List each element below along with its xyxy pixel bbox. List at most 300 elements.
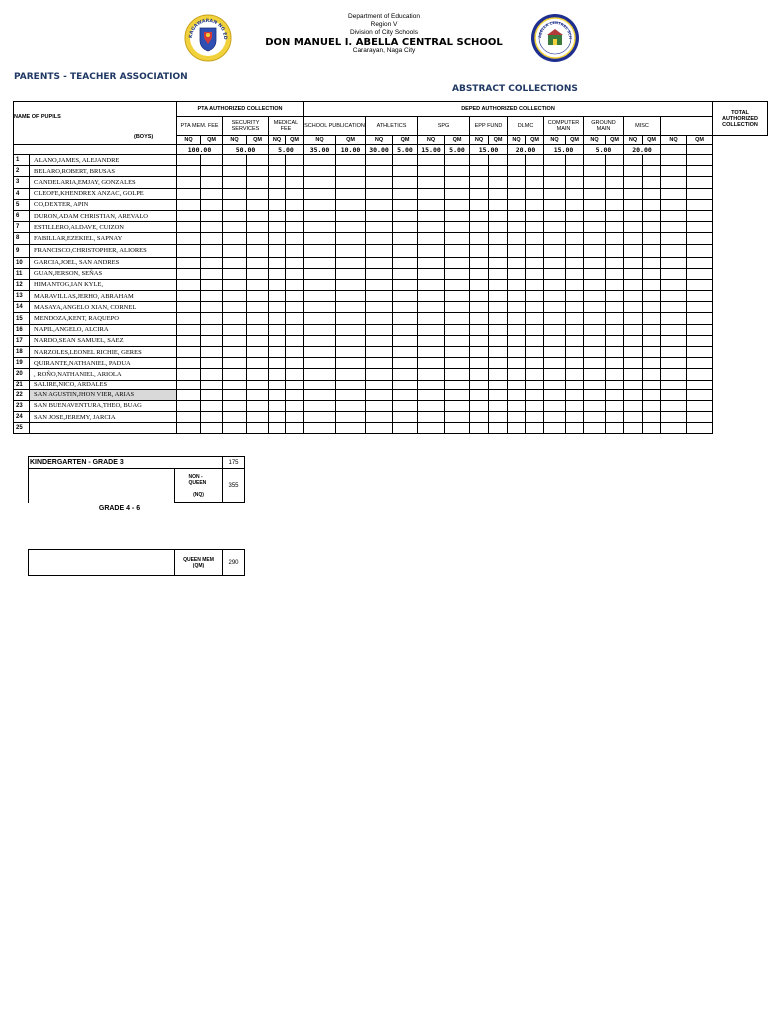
entry-cell[interactable] [508, 324, 526, 335]
entry-cell[interactable] [624, 400, 643, 411]
entry-cell[interactable] [687, 313, 713, 324]
entry-cell[interactable] [687, 291, 713, 302]
entry-cell[interactable] [643, 268, 661, 279]
entry-cell[interactable] [526, 257, 544, 268]
entry-cell[interactable] [606, 199, 624, 210]
entry-cell[interactable] [470, 389, 489, 400]
entry-cell[interactable] [687, 166, 713, 177]
entry-cell[interactable] [269, 380, 286, 389]
entry-cell[interactable] [418, 188, 445, 199]
entry-cell[interactable] [286, 291, 304, 302]
entry-cell[interactable] [606, 210, 624, 221]
entry-cell[interactable] [393, 188, 418, 199]
entry-cell[interactable] [544, 423, 566, 434]
entry-cell[interactable] [269, 268, 286, 279]
entry-cell[interactable] [544, 358, 566, 369]
entry-cell[interactable] [223, 199, 247, 210]
entry-cell[interactable] [304, 257, 336, 268]
entry-cell[interactable] [418, 199, 445, 210]
entry-cell[interactable] [201, 358, 223, 369]
entry-cell[interactable] [223, 222, 247, 233]
entry-cell[interactable] [470, 210, 489, 221]
entry-cell[interactable] [661, 291, 687, 302]
entry-cell[interactable] [336, 291, 366, 302]
entry-cell[interactable] [470, 358, 489, 369]
entry-cell[interactable] [304, 411, 336, 422]
entry-cell[interactable] [247, 199, 269, 210]
entry-cell[interactable] [643, 188, 661, 199]
entry-cell[interactable] [336, 389, 366, 400]
entry-cell[interactable] [366, 400, 393, 411]
entry-cell[interactable] [470, 411, 489, 422]
entry-cell[interactable] [177, 222, 201, 233]
entry-cell[interactable] [624, 302, 643, 313]
entry-cell[interactable] [544, 233, 566, 244]
entry-cell[interactable] [336, 155, 366, 166]
entry-cell[interactable] [489, 222, 508, 233]
entry-cell[interactable] [304, 324, 336, 335]
entry-cell[interactable] [526, 313, 544, 324]
entry-cell[interactable] [584, 380, 606, 389]
entry-cell[interactable] [445, 188, 470, 199]
entry-cell[interactable] [201, 210, 223, 221]
entry-cell[interactable] [584, 291, 606, 302]
entry-cell[interactable] [566, 380, 584, 389]
entry-cell[interactable] [566, 291, 584, 302]
entry-cell[interactable] [201, 380, 223, 389]
entry-cell[interactable] [643, 400, 661, 411]
entry-cell[interactable] [643, 233, 661, 244]
entry-cell[interactable] [445, 177, 470, 188]
entry-cell[interactable] [470, 222, 489, 233]
entry-cell[interactable] [247, 222, 269, 233]
entry-cell[interactable] [566, 199, 584, 210]
entry-cell[interactable] [366, 291, 393, 302]
entry-cell[interactable] [336, 347, 366, 358]
entry-cell[interactable] [489, 291, 508, 302]
entry-cell[interactable] [566, 268, 584, 279]
entry-cell[interactable] [286, 210, 304, 221]
entry-cell[interactable] [286, 155, 304, 166]
entry-cell[interactable] [269, 358, 286, 369]
entry-cell[interactable] [606, 257, 624, 268]
entry-cell[interactable] [269, 199, 286, 210]
entry-cell[interactable] [336, 358, 366, 369]
entry-cell[interactable] [508, 257, 526, 268]
entry-cell[interactable] [304, 166, 336, 177]
entry-cell[interactable] [177, 358, 201, 369]
entry-cell[interactable] [418, 358, 445, 369]
entry-cell[interactable] [643, 335, 661, 346]
entry-cell[interactable] [508, 313, 526, 324]
entry-cell[interactable] [470, 400, 489, 411]
entry-cell[interactable] [489, 380, 508, 389]
entry-cell[interactable] [247, 400, 269, 411]
entry-cell[interactable] [661, 411, 687, 422]
entry-cell[interactable] [508, 291, 526, 302]
entry-cell[interactable] [566, 347, 584, 358]
entry-cell[interactable] [624, 313, 643, 324]
entry-cell[interactable] [687, 400, 713, 411]
entry-cell[interactable] [201, 302, 223, 313]
entry-cell[interactable] [247, 155, 269, 166]
entry-cell[interactable] [526, 291, 544, 302]
entry-cell[interactable] [445, 155, 470, 166]
entry-cell[interactable] [624, 199, 643, 210]
entry-cell[interactable] [269, 313, 286, 324]
entry-cell[interactable] [177, 210, 201, 221]
entry-cell[interactable] [393, 268, 418, 279]
entry-cell[interactable] [445, 244, 470, 257]
entry-cell[interactable] [201, 188, 223, 199]
entry-cell[interactable] [201, 268, 223, 279]
entry-cell[interactable] [470, 369, 489, 380]
entry-cell[interactable] [177, 166, 201, 177]
entry-cell[interactable] [643, 279, 661, 290]
entry-cell[interactable] [470, 268, 489, 279]
entry-cell[interactable] [508, 411, 526, 422]
entry-cell[interactable] [606, 335, 624, 346]
entry-cell[interactable] [247, 380, 269, 389]
entry-cell[interactable] [366, 358, 393, 369]
entry-cell[interactable] [687, 188, 713, 199]
entry-cell[interactable] [624, 291, 643, 302]
entry-cell[interactable] [366, 233, 393, 244]
entry-cell[interactable] [177, 233, 201, 244]
entry-cell[interactable] [304, 380, 336, 389]
entry-cell[interactable] [643, 291, 661, 302]
entry-cell[interactable] [624, 210, 643, 221]
entry-cell[interactable] [336, 188, 366, 199]
entry-cell[interactable] [247, 166, 269, 177]
entry-cell[interactable] [508, 233, 526, 244]
entry-cell[interactable] [393, 199, 418, 210]
entry-cell[interactable] [418, 411, 445, 422]
entry-cell[interactable] [445, 199, 470, 210]
entry-cell[interactable] [566, 400, 584, 411]
entry-cell[interactable] [544, 210, 566, 221]
entry-cell[interactable] [418, 369, 445, 380]
entry-cell[interactable] [489, 199, 508, 210]
entry-cell[interactable] [544, 335, 566, 346]
entry-cell[interactable] [526, 400, 544, 411]
entry-cell[interactable] [606, 233, 624, 244]
entry-cell[interactable] [526, 411, 544, 422]
entry-cell[interactable] [643, 313, 661, 324]
entry-cell[interactable] [544, 155, 566, 166]
entry-cell[interactable] [544, 347, 566, 358]
entry-cell[interactable] [304, 244, 336, 257]
entry-cell[interactable] [223, 411, 247, 422]
entry-cell[interactable] [544, 268, 566, 279]
entry-cell[interactable] [508, 155, 526, 166]
entry-cell[interactable] [177, 177, 201, 188]
entry-cell[interactable] [526, 233, 544, 244]
entry-cell[interactable] [177, 347, 201, 358]
entry-cell[interactable] [304, 423, 336, 434]
entry-cell[interactable] [526, 268, 544, 279]
entry-cell[interactable] [566, 369, 584, 380]
entry-cell[interactable] [544, 369, 566, 380]
entry-cell[interactable] [687, 177, 713, 188]
entry-cell[interactable] [269, 324, 286, 335]
entry-cell[interactable] [393, 369, 418, 380]
entry-cell[interactable] [445, 380, 470, 389]
entry-cell[interactable] [489, 233, 508, 244]
entry-cell[interactable] [624, 244, 643, 257]
entry-cell[interactable] [489, 347, 508, 358]
entry-cell[interactable] [336, 411, 366, 422]
entry-cell[interactable] [566, 244, 584, 257]
entry-cell[interactable] [445, 423, 470, 434]
entry-cell[interactable] [661, 244, 687, 257]
entry-cell[interactable] [489, 400, 508, 411]
entry-cell[interactable] [624, 222, 643, 233]
entry-cell[interactable] [606, 244, 624, 257]
entry-cell[interactable] [393, 347, 418, 358]
entry-cell[interactable] [247, 369, 269, 380]
entry-cell[interactable] [445, 210, 470, 221]
entry-cell[interactable] [470, 302, 489, 313]
entry-cell[interactable] [508, 358, 526, 369]
entry-cell[interactable] [304, 188, 336, 199]
entry-cell[interactable] [661, 222, 687, 233]
entry-cell[interactable] [445, 166, 470, 177]
entry-cell[interactable] [489, 302, 508, 313]
entry-cell[interactable] [269, 257, 286, 268]
entry-cell[interactable] [584, 335, 606, 346]
entry-cell[interactable] [584, 423, 606, 434]
entry-cell[interactable] [544, 199, 566, 210]
entry-cell[interactable] [177, 155, 201, 166]
entry-cell[interactable] [624, 411, 643, 422]
entry-cell[interactable] [269, 279, 286, 290]
entry-cell[interactable] [393, 389, 418, 400]
entry-cell[interactable] [544, 400, 566, 411]
entry-cell[interactable] [544, 411, 566, 422]
entry-cell[interactable] [687, 233, 713, 244]
entry-cell[interactable] [661, 268, 687, 279]
entry-cell[interactable] [223, 244, 247, 257]
entry-cell[interactable] [643, 302, 661, 313]
entry-cell[interactable] [566, 210, 584, 221]
entry-cell[interactable] [393, 400, 418, 411]
entry-cell[interactable] [201, 347, 223, 358]
entry-cell[interactable] [393, 210, 418, 221]
entry-cell[interactable] [584, 188, 606, 199]
entry-cell[interactable] [445, 291, 470, 302]
entry-cell[interactable] [418, 335, 445, 346]
entry-cell[interactable] [286, 411, 304, 422]
entry-cell[interactable] [584, 358, 606, 369]
entry-cell[interactable] [643, 199, 661, 210]
entry-cell[interactable] [223, 268, 247, 279]
entry-cell[interactable] [661, 166, 687, 177]
entry-cell[interactable] [566, 177, 584, 188]
entry-cell[interactable] [445, 233, 470, 244]
entry-cell[interactable] [286, 400, 304, 411]
entry-cell[interactable] [508, 347, 526, 358]
entry-cell[interactable] [247, 244, 269, 257]
entry-cell[interactable] [643, 210, 661, 221]
entry-cell[interactable] [470, 335, 489, 346]
entry-cell[interactable] [286, 222, 304, 233]
entry-cell[interactable] [566, 389, 584, 400]
entry-cell[interactable] [508, 188, 526, 199]
entry-cell[interactable] [247, 324, 269, 335]
entry-cell[interactable] [336, 313, 366, 324]
entry-cell[interactable] [489, 166, 508, 177]
entry-cell[interactable] [606, 279, 624, 290]
entry-cell[interactable] [526, 347, 544, 358]
entry-cell[interactable] [393, 177, 418, 188]
entry-cell[interactable] [643, 358, 661, 369]
entry-cell[interactable] [470, 177, 489, 188]
entry-cell[interactable] [606, 400, 624, 411]
entry-cell[interactable] [526, 199, 544, 210]
entry-cell[interactable] [336, 335, 366, 346]
entry-cell[interactable] [336, 233, 366, 244]
entry-cell[interactable] [624, 188, 643, 199]
entry-cell[interactable] [393, 324, 418, 335]
entry-cell[interactable] [544, 244, 566, 257]
entry-cell[interactable] [544, 279, 566, 290]
entry-cell[interactable] [336, 279, 366, 290]
entry-cell[interactable] [687, 199, 713, 210]
entry-cell[interactable] [393, 380, 418, 389]
entry-cell[interactable] [687, 302, 713, 313]
entry-cell[interactable] [544, 177, 566, 188]
entry-cell[interactable] [526, 369, 544, 380]
entry-cell[interactable] [643, 257, 661, 268]
entry-cell[interactable] [201, 166, 223, 177]
entry-cell[interactable] [661, 380, 687, 389]
entry-cell[interactable] [201, 389, 223, 400]
entry-cell[interactable] [508, 210, 526, 221]
entry-cell[interactable] [366, 380, 393, 389]
entry-cell[interactable] [177, 257, 201, 268]
entry-cell[interactable] [584, 222, 606, 233]
entry-cell[interactable] [201, 423, 223, 434]
entry-cell[interactable] [247, 358, 269, 369]
entry-cell[interactable] [269, 244, 286, 257]
entry-cell[interactable] [393, 257, 418, 268]
entry-cell[interactable] [526, 210, 544, 221]
entry-cell[interactable] [269, 369, 286, 380]
entry-cell[interactable] [418, 166, 445, 177]
entry-cell[interactable] [445, 400, 470, 411]
entry-cell[interactable] [687, 389, 713, 400]
entry-cell[interactable] [508, 380, 526, 389]
entry-cell[interactable] [624, 389, 643, 400]
entry-cell[interactable] [661, 313, 687, 324]
entry-cell[interactable] [584, 313, 606, 324]
entry-cell[interactable] [489, 210, 508, 221]
entry-cell[interactable] [687, 279, 713, 290]
entry-cell[interactable] [470, 380, 489, 389]
entry-cell[interactable] [336, 324, 366, 335]
entry-cell[interactable] [661, 302, 687, 313]
entry-cell[interactable] [366, 188, 393, 199]
entry-cell[interactable] [584, 166, 606, 177]
entry-cell[interactable] [544, 313, 566, 324]
entry-cell[interactable] [584, 389, 606, 400]
entry-cell[interactable] [643, 222, 661, 233]
entry-cell[interactable] [418, 222, 445, 233]
entry-cell[interactable] [393, 244, 418, 257]
entry-cell[interactable] [489, 188, 508, 199]
entry-cell[interactable] [336, 257, 366, 268]
entry-cell[interactable] [201, 199, 223, 210]
entry-cell[interactable] [247, 279, 269, 290]
entry-cell[interactable] [201, 411, 223, 422]
entry-cell[interactable] [177, 199, 201, 210]
entry-cell[interactable] [470, 279, 489, 290]
entry-cell[interactable] [366, 166, 393, 177]
entry-cell[interactable] [606, 369, 624, 380]
entry-cell[interactable] [418, 268, 445, 279]
entry-cell[interactable] [223, 358, 247, 369]
entry-cell[interactable] [286, 199, 304, 210]
entry-cell[interactable] [445, 302, 470, 313]
entry-cell[interactable] [201, 369, 223, 380]
entry-cell[interactable] [526, 423, 544, 434]
entry-cell[interactable] [177, 302, 201, 313]
entry-cell[interactable] [566, 423, 584, 434]
entry-cell[interactable] [336, 166, 366, 177]
entry-cell[interactable] [286, 166, 304, 177]
entry-cell[interactable] [201, 313, 223, 324]
entry-cell[interactable] [643, 423, 661, 434]
entry-cell[interactable] [269, 411, 286, 422]
entry-cell[interactable] [643, 411, 661, 422]
entry-cell[interactable] [223, 155, 247, 166]
entry-cell[interactable] [489, 358, 508, 369]
entry-cell[interactable] [544, 291, 566, 302]
entry-cell[interactable] [247, 257, 269, 268]
entry-cell[interactable] [223, 257, 247, 268]
entry-cell[interactable] [366, 423, 393, 434]
entry-cell[interactable] [223, 369, 247, 380]
entry-cell[interactable] [366, 389, 393, 400]
entry-cell[interactable] [393, 358, 418, 369]
entry-cell[interactable] [661, 358, 687, 369]
entry-cell[interactable] [584, 302, 606, 313]
entry-cell[interactable] [470, 347, 489, 358]
entry-cell[interactable] [223, 302, 247, 313]
entry-cell[interactable] [445, 347, 470, 358]
entry-cell[interactable] [544, 188, 566, 199]
entry-cell[interactable] [366, 369, 393, 380]
entry-cell[interactable] [470, 233, 489, 244]
entry-cell[interactable] [247, 268, 269, 279]
entry-cell[interactable] [418, 347, 445, 358]
entry-cell[interactable] [566, 233, 584, 244]
entry-cell[interactable] [445, 358, 470, 369]
entry-cell[interactable] [418, 210, 445, 221]
entry-cell[interactable] [393, 411, 418, 422]
entry-cell[interactable] [624, 347, 643, 358]
entry-cell[interactable] [366, 324, 393, 335]
entry-cell[interactable] [418, 291, 445, 302]
entry-cell[interactable] [366, 411, 393, 422]
entry-cell[interactable] [584, 177, 606, 188]
entry-cell[interactable] [661, 347, 687, 358]
entry-cell[interactable] [177, 335, 201, 346]
entry-cell[interactable] [177, 324, 201, 335]
entry-cell[interactable] [489, 279, 508, 290]
entry-cell[interactable] [470, 199, 489, 210]
